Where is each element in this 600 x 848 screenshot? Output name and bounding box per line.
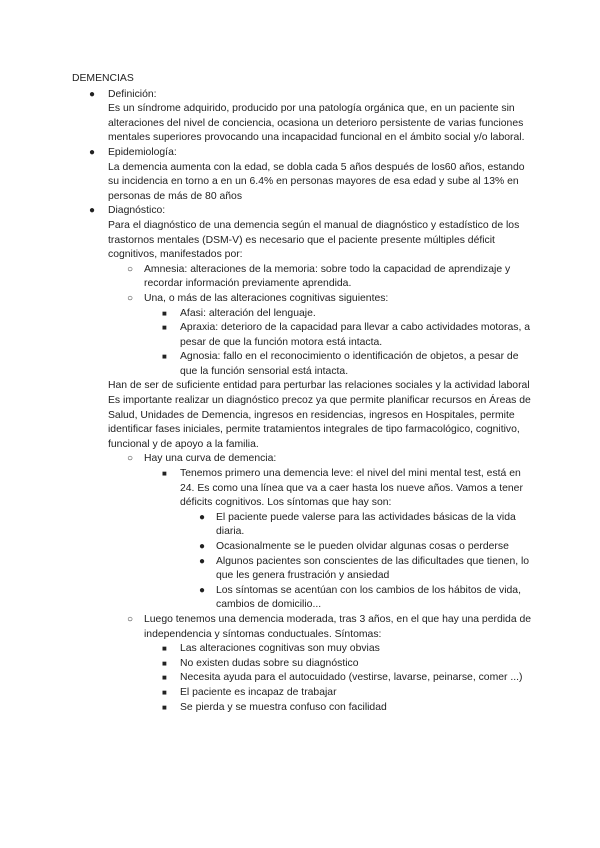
leve-symptom-item (72, 555, 532, 584)
leve-symptom-text: Algunos pacientes son conscientes de las dificultades que tienen, lo que les genera frustración y ansiedad (216, 555, 530, 582)
moderada-symptom-text: Necesita ayuda para el autocuidado (vestirse, lavarse, peinarse, comer ...) (180, 672, 523, 684)
square-bullet-icon: ■ (162, 687, 167, 697)
moderada-symptom-item (72, 686, 532, 701)
moderada-item (72, 613, 532, 642)
square-bullet-icon: ■ (162, 352, 167, 362)
moderada-symptom-item (72, 642, 532, 657)
agnosia-item (72, 350, 532, 379)
moderada-symptom-text: No existen dudas sobre su diagnóstico (180, 657, 359, 669)
square-bullet-icon: ■ (162, 673, 167, 683)
epidemiologia-label: Epidemiología: (108, 146, 177, 158)
square-bullet-icon: ■ (162, 644, 167, 654)
alteraciones-item (72, 292, 532, 307)
leve-symptom-item (72, 584, 532, 613)
diagnostico-text: Para el diagnóstico de una demencia según el manual de diagnóstico y estadístico de los trastornos mentales (DSM-V) es necesario que el paciente presente múltiples déficit cognitivos, manifestados por: (108, 219, 520, 261)
leve-symptom-text: El paciente puede valerse para las actividades básicas de la vida diaria. (216, 511, 516, 538)
diagnostico-sublist (72, 263, 532, 380)
bullet-icon: ● (199, 541, 206, 552)
leve-text: Tenemos primero una demencia leve: el nivel del mini mental test, está en 24. Es como una línea que va a caer hasta los nueve años. Vamos a tener déficits cognitivos. Los síntomas que hay son: (180, 468, 523, 509)
afasia-text: Afasi: alteración del lenguaje. (180, 307, 316, 319)
main-list (72, 88, 532, 263)
epidemiologia-item (72, 146, 532, 204)
amnesia-text: Amnesia: alteraciones de la memoria: sobre todo la capacidad de aprendizaje y recordar información previamente aprendida. (144, 263, 511, 290)
alteraciones-text: Una, o más de las alteraciones cognitivas siguientes: (144, 292, 389, 304)
square-bullet-icon: ■ (162, 702, 167, 712)
definicion-item (72, 88, 532, 146)
moderada-text: Luego tenemos una demencia moderada, tras 3 años, en el que hay una perdida de independencia y síntomas conductuales. Síntomas: (144, 613, 532, 640)
definicion-label: Definición: (108, 88, 157, 100)
bullet-icon: ● (89, 146, 96, 158)
afasia-item (72, 307, 532, 322)
bullet-icon: ● (199, 511, 206, 523)
leve-symptom-item (72, 511, 532, 540)
curva-item (72, 452, 532, 467)
bullet-icon: ● (89, 205, 96, 217)
bullet-icon: ● (199, 555, 206, 567)
paragraph-precoz: Es importante realizar un diagnóstico precoz ya que permite planificar recursos en Áreas de Salud, Unidades de Demencia, ingresos en residencias, ingresos en Hospitales, permite identificar fases iniciales, permite tratamientos integrales de tipo farmacológico, cognitivo, funcional y de apoyo a la familia. (108, 395, 531, 450)
diagnostico-label: Diagnóstico: (108, 205, 166, 217)
apraxia-item (72, 321, 532, 350)
leve-symptom-text: Ocasionalmente se le pueden olvidar algunas cosas o perderse (216, 541, 509, 552)
circle-bullet-icon: ○ (127, 292, 134, 304)
definicion-text: Es un síndrome adquirido, producido por una patología orgánica que, en un paciente sin alteraciones del nivel de conciencia, ocasiona un deterioro persistente de varias funciones mentales superiores provocando una incapacidad funcional en el ámbito social y/o laboral. (108, 103, 525, 144)
paragraph-entidad: Han de ser de suficiente entidad para perturbar las relaciones sociales y la actividad laboral (108, 380, 530, 392)
diagnostico-item (72, 204, 532, 262)
circle-bullet-icon: ○ (127, 263, 134, 275)
square-bullet-icon: ■ (162, 308, 167, 318)
circle-bullet-icon: ○ (127, 613, 134, 625)
square-bullet-icon: ■ (162, 658, 167, 668)
document-page (72, 72, 532, 715)
moderada-symptom-item (72, 657, 532, 672)
moderada-symptom-item (72, 671, 532, 686)
bullet-icon: ● (89, 88, 96, 100)
agnosia-text: Agnosia: fallo en el reconocimiento o identificación de objetos, a pesar de que la función sensorial está intacta. (180, 351, 519, 377)
leve-item (72, 467, 532, 511)
square-bullet-icon: ■ (162, 469, 167, 479)
square-bullet-icon: ■ (162, 323, 167, 333)
bullet-icon: ● (199, 584, 206, 596)
moderada-symptom-item (72, 701, 532, 716)
moderada-symptom-text: Se pierda y se muestra confuso con facilidad (180, 701, 387, 713)
leve-symptom-item (72, 540, 532, 555)
leve-symptom-text: Los síntomas se acentúan con los cambios de los hábitos de vida, cambios de domicilio... (216, 584, 521, 611)
document-title: DEMENCIAS (72, 73, 134, 84)
apraxia-text: Apraxia: deterioro de la capacidad para llevar a cabo actividades motoras, a pesar de que la función motora está intacta. (180, 322, 531, 348)
epidemiologia-text: La demencia aumenta con la edad, se dobla cada 5 años después de los60 años, estando su incidencia en torno a en un 6.4% en personas mayores de esa edad y sube al 13% en personas de más de 80 años (108, 161, 525, 202)
moderada-symptom-text: El paciente es incapaz de trabajar (180, 686, 337, 698)
curva-list (72, 452, 532, 715)
curva-text: Hay una curva de demencia: (144, 453, 277, 465)
amnesia-item (72, 263, 532, 292)
moderada-symptom-text: Las alteraciones cognitivas son muy obvias (180, 643, 380, 655)
circle-bullet-icon: ○ (127, 453, 134, 465)
